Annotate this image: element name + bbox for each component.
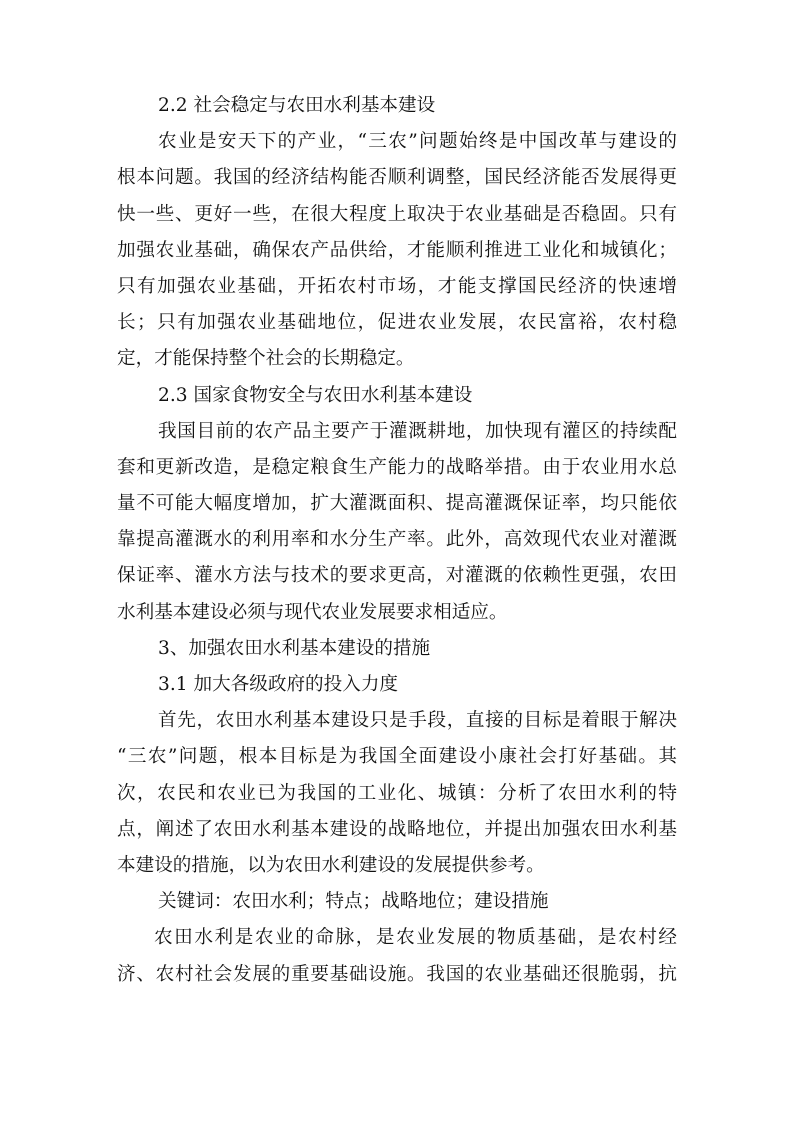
paragraph-line: 点，阐述了农田水利基本建设的战略地位，并提出加强农田水利基 [117, 818, 677, 840]
paragraph-line: 首先，农田水利基本建设只是手段，直接的目标是着眼于解决 [158, 710, 677, 732]
paragraph-line: 量不可能大幅度增加，扩大灌溉面积、提高灌溉保证率，均只能依 [117, 493, 677, 515]
paragraph-line: 根本问题。我国的经济结构能否顺利调整，国民经济能否发展得更 [117, 167, 677, 189]
paragraph-line: 水利基本建设必须与现代农业发展要求相适应。 [117, 601, 508, 623]
paragraph-line: 加强农业基础，确保农产品供给，才能顺利推进工业化和城镇化； [117, 239, 677, 261]
section-heading-3-1: 3.1 加大各级政府的投入力度 [158, 674, 399, 695]
paragraph-line: 套和更新改造，是稳定粮食生产能力的战略举措。由于农业用水总 [117, 456, 677, 478]
document-body [117, 88, 677, 993]
paragraph-line: 靠提高灌溉水的利用率和水分生产率。此外，高效现代农业对灌溉 [117, 529, 677, 551]
paragraph-line: 保证率、灌水方法与技术的要求更高，对灌溉的依赖性更强，农田 [117, 565, 677, 587]
paragraph-line: 快一些、更好一些，在很大程度上取决于农业基础是否稳固。只有 [117, 203, 677, 225]
section-heading-2-3: 2.3 国家食物安全与农田水利基本建设 [158, 384, 473, 406]
paragraph-line: 次，农民和农业已为我国的工业化、城镇：分析了农田水利的特 [117, 782, 677, 804]
paragraph-line: 我国目前的农产品主要产于灌溉耕地，加快现有灌区的持续配 [158, 420, 677, 442]
paragraph-line: 农田水利是农业的命脉，是农业发展的物质基础，是农村经 [154, 927, 677, 949]
paragraph-line: 本建设的措施，以为农田水利建设的发展提供参考。 [117, 854, 545, 876]
paragraph-line: 定，才能保持整个社会的长期稳定。 [117, 348, 415, 370]
keywords-line: 关键词：农田水利；特点；战略地位；建设措施 [158, 891, 549, 913]
paragraph-line: 农业是安天下的产业，“三农”问题始终是中国改革与建设的 [158, 131, 677, 153]
paragraph-line: 济、农村社会发展的重要基础设施。我国的农业基础还很脆弱，抗 [117, 963, 677, 985]
paragraph-line: 只有加强农业基础，开拓农村市场，才能支撑国民经济的快速增 [117, 275, 677, 297]
section-heading-2-2: 2.2 社会稳定与农田水利基本建设 [158, 95, 436, 116]
section-heading-3: 3、加强农田水利基本建设的措施 [158, 637, 431, 659]
paragraph-line: 长；只有加强农业基础地位，促进农业发展，农民富裕，农村稳 [117, 312, 677, 334]
paragraph-line: “三农”问题，根本目标是为我国全面建设小康社会打好基础。其 [117, 746, 677, 768]
